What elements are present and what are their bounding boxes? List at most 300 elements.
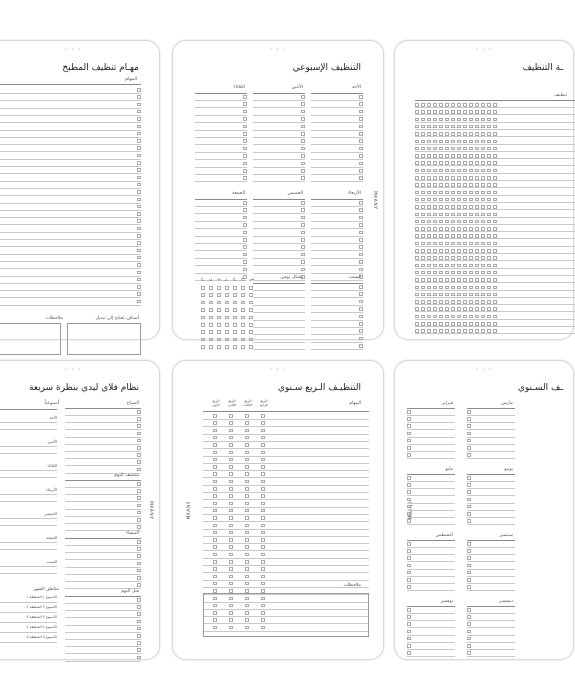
schedule-checkbox[interactable]: [439, 227, 443, 231]
quarter-checkbox[interactable]: [213, 472, 217, 476]
task-checkbox[interactable]: [301, 253, 305, 257]
quarter-checkbox[interactable]: [261, 553, 265, 557]
schedule-checkbox[interactable]: [457, 191, 461, 195]
schedule-checkbox[interactable]: [415, 103, 419, 107]
schedule-checkbox[interactable]: [421, 154, 425, 158]
task-checkbox[interactable]: [359, 231, 363, 235]
quarter-checkbox[interactable]: [229, 436, 233, 440]
task-checkbox[interactable]: [137, 525, 141, 529]
task-checkbox[interactable]: [359, 292, 363, 296]
schedule-checkbox[interactable]: [433, 234, 437, 238]
schedule-checkbox[interactable]: [421, 140, 425, 144]
task-checkbox[interactable]: [243, 223, 247, 227]
schedule-checkbox[interactable]: [463, 213, 467, 217]
quarter-checkbox[interactable]: [213, 531, 217, 535]
schedule-checkbox[interactable]: [469, 125, 473, 129]
task-checkbox[interactable]: [243, 245, 247, 249]
task-checkbox[interactable]: [137, 161, 141, 165]
daily-checkbox[interactable]: [209, 330, 213, 334]
schedule-checkbox[interactable]: [475, 249, 479, 253]
schedule-checkbox[interactable]: [433, 249, 437, 253]
schedule-checkbox[interactable]: [493, 286, 497, 290]
schedule-checkbox[interactable]: [451, 125, 455, 129]
task-checkbox[interactable]: [359, 162, 363, 166]
task-checkbox[interactable]: [301, 223, 305, 227]
task-checkbox[interactable]: [137, 300, 141, 304]
schedule-checkbox[interactable]: [469, 161, 473, 165]
schedule-checkbox[interactable]: [493, 329, 497, 333]
task-checkbox[interactable]: [137, 183, 141, 187]
schedule-checkbox[interactable]: [463, 161, 467, 165]
schedule-checkbox[interactable]: [481, 183, 485, 187]
daily-checkbox[interactable]: [233, 308, 237, 312]
schedule-checkbox[interactable]: [487, 118, 491, 122]
schedule-checkbox[interactable]: [427, 234, 431, 238]
schedule-checkbox[interactable]: [481, 227, 485, 231]
schedule-checkbox[interactable]: [445, 140, 449, 144]
schedule-checkbox[interactable]: [433, 103, 437, 107]
quarter-checkbox[interactable]: [213, 538, 217, 542]
schedule-checkbox[interactable]: [433, 278, 437, 282]
schedule-checkbox[interactable]: [457, 161, 461, 165]
schedule-checkbox[interactable]: [439, 176, 443, 180]
daily-checkbox[interactable]: [241, 323, 245, 327]
schedule-checkbox[interactable]: [457, 293, 461, 297]
schedule-checkbox[interactable]: [457, 132, 461, 136]
task-checkbox[interactable]: [137, 125, 141, 129]
schedule-checkbox[interactable]: [469, 329, 473, 333]
schedule-checkbox[interactable]: [427, 140, 431, 144]
schedule-checkbox[interactable]: [457, 249, 461, 253]
task-checkbox[interactable]: [137, 511, 141, 515]
task-checkbox[interactable]: [407, 630, 411, 634]
schedule-checkbox[interactable]: [493, 242, 497, 246]
schedule-checkbox[interactable]: [433, 198, 437, 202]
schedule-checkbox[interactable]: [451, 227, 455, 231]
schedule-checkbox[interactable]: [451, 213, 455, 217]
schedule-checkbox[interactable]: [445, 132, 449, 136]
schedule-checkbox[interactable]: [415, 256, 419, 260]
schedule-checkbox[interactable]: [415, 191, 419, 195]
schedule-checkbox[interactable]: [451, 264, 455, 268]
schedule-checkbox[interactable]: [433, 161, 437, 165]
schedule-checkbox[interactable]: [475, 286, 479, 290]
quarter-checkbox[interactable]: [229, 458, 233, 462]
schedule-checkbox[interactable]: [415, 125, 419, 129]
schedule-checkbox[interactable]: [487, 278, 491, 282]
quarter-checkbox[interactable]: [229, 451, 233, 455]
daily-checkbox[interactable]: [217, 338, 221, 342]
schedule-checkbox[interactable]: [445, 220, 449, 224]
schedule-checkbox[interactable]: [487, 103, 491, 107]
schedule-checkbox[interactable]: [493, 322, 497, 326]
daily-checkbox[interactable]: [217, 293, 221, 297]
daily-checkbox[interactable]: [249, 323, 253, 327]
schedule-checkbox[interactable]: [463, 264, 467, 268]
schedule-checkbox[interactable]: [463, 183, 467, 187]
schedule-checkbox[interactable]: [487, 307, 491, 311]
daily-checkbox[interactable]: [249, 338, 253, 342]
task-checkbox[interactable]: [137, 278, 141, 282]
schedule-checkbox[interactable]: [493, 256, 497, 260]
task-checkbox[interactable]: [137, 95, 141, 99]
schedule-checkbox[interactable]: [481, 213, 485, 217]
schedule-checkbox[interactable]: [493, 147, 497, 151]
schedule-checkbox[interactable]: [445, 234, 449, 238]
daily-checkbox[interactable]: [225, 338, 229, 342]
task-checkbox[interactable]: [243, 102, 247, 106]
task-checkbox[interactable]: [359, 285, 363, 289]
schedule-checkbox[interactable]: [463, 147, 467, 151]
schedule-checkbox[interactable]: [445, 322, 449, 326]
daily-checkbox[interactable]: [241, 316, 245, 320]
schedule-checkbox[interactable]: [421, 322, 425, 326]
schedule-checkbox[interactable]: [487, 264, 491, 268]
schedule-checkbox[interactable]: [427, 169, 431, 173]
schedule-checkbox[interactable]: [481, 293, 485, 297]
schedule-checkbox[interactable]: [451, 286, 455, 290]
quarter-checkbox[interactable]: [229, 560, 233, 564]
task-checkbox[interactable]: [137, 241, 141, 245]
schedule-checkbox[interactable]: [463, 300, 467, 304]
schedule-checkbox[interactable]: [487, 147, 491, 151]
daily-checkbox[interactable]: [249, 308, 253, 312]
schedule-checkbox[interactable]: [433, 322, 437, 326]
daily-checkbox[interactable]: [249, 330, 253, 334]
task-checkbox[interactable]: [359, 176, 363, 180]
schedule-checkbox[interactable]: [415, 242, 419, 246]
task-checkbox[interactable]: [137, 547, 141, 551]
daily-checkbox[interactable]: [241, 330, 245, 334]
quarter-checkbox[interactable]: [229, 545, 233, 549]
schedule-checkbox[interactable]: [475, 322, 479, 326]
schedule-checkbox[interactable]: [463, 220, 467, 224]
schedule-checkbox[interactable]: [481, 300, 485, 304]
schedule-checkbox[interactable]: [493, 176, 497, 180]
task-checkbox[interactable]: [137, 627, 141, 631]
schedule-checkbox[interactable]: [463, 176, 467, 180]
task-checkbox[interactable]: [407, 417, 411, 421]
schedule-checkbox[interactable]: [421, 198, 425, 202]
task-checkbox[interactable]: [301, 147, 305, 151]
task-checkbox[interactable]: [359, 147, 363, 151]
schedule-checkbox[interactable]: [475, 161, 479, 165]
task-checkbox[interactable]: [467, 490, 471, 494]
schedule-checkbox[interactable]: [463, 271, 467, 275]
quarter-checkbox[interactable]: [245, 451, 249, 455]
task-checkbox[interactable]: [137, 468, 141, 472]
daily-checkbox[interactable]: [241, 286, 245, 290]
task-checkbox[interactable]: [137, 132, 141, 136]
task-checkbox[interactable]: [467, 578, 471, 582]
task-checkbox[interactable]: [137, 234, 141, 238]
quarter-checkbox[interactable]: [213, 494, 217, 498]
quarter-checkbox[interactable]: [213, 575, 217, 579]
schedule-checkbox[interactable]: [475, 183, 479, 187]
task-checkbox[interactable]: [467, 519, 471, 523]
schedule-checkbox[interactable]: [469, 169, 473, 173]
schedule-checkbox[interactable]: [481, 110, 485, 114]
task-checkbox[interactable]: [301, 162, 305, 166]
task-checkbox[interactable]: [243, 208, 247, 212]
task-checkbox[interactable]: [407, 571, 411, 575]
daily-checkbox[interactable]: [225, 323, 229, 327]
daily-checkbox[interactable]: [217, 308, 221, 312]
schedule-checkbox[interactable]: [493, 140, 497, 144]
daily-checkbox[interactable]: [225, 345, 229, 349]
schedule-checkbox[interactable]: [493, 183, 497, 187]
schedule-checkbox[interactable]: [457, 183, 461, 187]
quarter-checkbox[interactable]: [229, 567, 233, 571]
schedule-checkbox[interactable]: [457, 169, 461, 173]
quarter-checkbox[interactable]: [229, 516, 233, 520]
schedule-checkbox[interactable]: [451, 234, 455, 238]
schedule-checkbox[interactable]: [445, 191, 449, 195]
task-checkbox[interactable]: [467, 615, 471, 619]
schedule-checkbox[interactable]: [475, 234, 479, 238]
daily-checkbox[interactable]: [225, 316, 229, 320]
daily-checkbox[interactable]: [233, 301, 237, 305]
schedule-checkbox[interactable]: [457, 227, 461, 231]
schedule-checkbox[interactable]: [415, 176, 419, 180]
task-checkbox[interactable]: [301, 176, 305, 180]
schedule-checkbox[interactable]: [469, 249, 473, 253]
schedule-checkbox[interactable]: [469, 220, 473, 224]
schedule-checkbox[interactable]: [427, 264, 431, 268]
schedule-checkbox[interactable]: [487, 300, 491, 304]
task-checkbox[interactable]: [467, 424, 471, 428]
quarter-checkbox[interactable]: [245, 502, 249, 506]
schedule-checkbox[interactable]: [421, 264, 425, 268]
task-checkbox[interactable]: [359, 245, 363, 249]
daily-checkbox[interactable]: [209, 338, 213, 342]
quarter-checkbox[interactable]: [213, 545, 217, 549]
schedule-checkbox[interactable]: [463, 118, 467, 122]
schedule-checkbox[interactable]: [421, 227, 425, 231]
task-checkbox[interactable]: [467, 476, 471, 480]
quarter-checkbox[interactable]: [245, 458, 249, 462]
schedule-checkbox[interactable]: [487, 205, 491, 209]
schedule-checkbox[interactable]: [457, 322, 461, 326]
task-checkbox[interactable]: [137, 518, 141, 522]
schedule-checkbox[interactable]: [421, 213, 425, 217]
task-checkbox[interactable]: [137, 292, 141, 296]
task-checkbox[interactable]: [243, 231, 247, 235]
schedule-checkbox[interactable]: [439, 183, 443, 187]
schedule-checkbox[interactable]: [433, 293, 437, 297]
quarter-checkbox[interactable]: [213, 429, 217, 433]
quarter-checkbox[interactable]: [261, 582, 265, 586]
schedule-checkbox[interactable]: [451, 315, 455, 319]
task-checkbox[interactable]: [243, 162, 247, 166]
task-checkbox[interactable]: [137, 219, 141, 223]
quarter-checkbox[interactable]: [229, 582, 233, 586]
schedule-checkbox[interactable]: [493, 278, 497, 282]
task-checkbox[interactable]: [407, 556, 411, 560]
schedule-checkbox[interactable]: [427, 322, 431, 326]
schedule-checkbox[interactable]: [457, 140, 461, 144]
schedule-checkbox[interactable]: [487, 286, 491, 290]
quarter-checkbox[interactable]: [261, 567, 265, 571]
task-checkbox[interactable]: [243, 132, 247, 136]
schedule-checkbox[interactable]: [451, 256, 455, 260]
schedule-checkbox[interactable]: [481, 169, 485, 173]
schedule-checkbox[interactable]: [433, 315, 437, 319]
daily-checkbox[interactable]: [209, 345, 213, 349]
schedule-checkbox[interactable]: [481, 264, 485, 268]
schedule-checkbox[interactable]: [415, 278, 419, 282]
schedule-checkbox[interactable]: [433, 227, 437, 231]
schedule-checkbox[interactable]: [469, 307, 473, 311]
schedule-checkbox[interactable]: [487, 242, 491, 246]
schedule-checkbox[interactable]: [427, 161, 431, 165]
schedule-checkbox[interactable]: [469, 132, 473, 136]
schedule-checkbox[interactable]: [415, 118, 419, 122]
schedule-checkbox[interactable]: [493, 198, 497, 202]
schedule-checkbox[interactable]: [493, 220, 497, 224]
schedule-checkbox[interactable]: [481, 322, 485, 326]
schedule-checkbox[interactable]: [445, 278, 449, 282]
schedule-checkbox[interactable]: [487, 191, 491, 195]
schedule-checkbox[interactable]: [427, 329, 431, 333]
schedule-checkbox[interactable]: [439, 110, 443, 114]
schedule-checkbox[interactable]: [415, 205, 419, 209]
schedule-checkbox[interactable]: [475, 198, 479, 202]
schedule-checkbox[interactable]: [415, 329, 419, 333]
schedule-checkbox[interactable]: [457, 256, 461, 260]
schedule-checkbox[interactable]: [433, 132, 437, 136]
quarter-checkbox[interactable]: [261, 524, 265, 528]
quarter-checkbox[interactable]: [229, 575, 233, 579]
quarter-checkbox[interactable]: [261, 436, 265, 440]
schedule-checkbox[interactable]: [487, 154, 491, 158]
schedule-checkbox[interactable]: [475, 227, 479, 231]
schedule-checkbox[interactable]: [451, 103, 455, 107]
quarter-checkbox[interactable]: [229, 472, 233, 476]
schedule-checkbox[interactable]: [493, 161, 497, 165]
schedule-checkbox[interactable]: [427, 286, 431, 290]
task-checkbox[interactable]: [359, 315, 363, 319]
task-checkbox[interactable]: [359, 132, 363, 136]
schedule-checkbox[interactable]: [469, 213, 473, 217]
schedule-checkbox[interactable]: [493, 315, 497, 319]
schedule-checkbox[interactable]: [415, 315, 419, 319]
schedule-checkbox[interactable]: [421, 176, 425, 180]
daily-checkbox[interactable]: [217, 323, 221, 327]
schedule-checkbox[interactable]: [481, 286, 485, 290]
schedule-checkbox[interactable]: [421, 161, 425, 165]
task-checkbox[interactable]: [407, 410, 411, 414]
quarter-checkbox[interactable]: [213, 487, 217, 491]
task-checkbox[interactable]: [359, 95, 363, 99]
daily-checkbox[interactable]: [233, 286, 237, 290]
task-checkbox[interactable]: [359, 329, 363, 333]
task-checkbox[interactable]: [359, 300, 363, 304]
quarter-checkbox[interactable]: [261, 516, 265, 520]
task-checkbox[interactable]: [407, 519, 411, 523]
schedule-checkbox[interactable]: [451, 242, 455, 246]
schedule-checkbox[interactable]: [487, 125, 491, 129]
quarter-checkbox[interactable]: [213, 421, 217, 425]
task-checkbox[interactable]: [467, 549, 471, 553]
quarter-checkbox[interactable]: [213, 465, 217, 469]
schedule-checkbox[interactable]: [427, 125, 431, 129]
task-checkbox[interactable]: [137, 103, 141, 107]
daily-checkbox[interactable]: [209, 323, 213, 327]
schedule-checkbox[interactable]: [475, 220, 479, 224]
schedule-checkbox[interactable]: [493, 300, 497, 304]
task-checkbox[interactable]: [137, 504, 141, 508]
task-checkbox[interactable]: [243, 169, 247, 173]
schedule-checkbox[interactable]: [433, 300, 437, 304]
quarter-checkbox[interactable]: [213, 524, 217, 528]
task-checkbox[interactable]: [407, 637, 411, 641]
schedule-checkbox[interactable]: [487, 132, 491, 136]
schedule-checkbox[interactable]: [445, 183, 449, 187]
schedule-checkbox[interactable]: [439, 242, 443, 246]
schedule-checkbox[interactable]: [469, 256, 473, 260]
schedule-checkbox[interactable]: [421, 286, 425, 290]
task-checkbox[interactable]: [137, 489, 141, 493]
schedule-checkbox[interactable]: [463, 234, 467, 238]
schedule-checkbox[interactable]: [481, 242, 485, 246]
quarter-checkbox[interactable]: [229, 480, 233, 484]
task-checkbox[interactable]: [359, 216, 363, 220]
schedule-checkbox[interactable]: [427, 147, 431, 151]
task-checkbox[interactable]: [137, 656, 141, 660]
schedule-checkbox[interactable]: [415, 213, 419, 217]
schedule-checkbox[interactable]: [481, 205, 485, 209]
schedule-checkbox[interactable]: [481, 234, 485, 238]
schedule-checkbox[interactable]: [481, 307, 485, 311]
schedule-checkbox[interactable]: [439, 169, 443, 173]
task-checkbox[interactable]: [359, 110, 363, 114]
daily-checkbox[interactable]: [233, 323, 237, 327]
task-checkbox[interactable]: [137, 190, 141, 194]
task-checkbox[interactable]: [137, 198, 141, 202]
quarter-checkbox[interactable]: [245, 567, 249, 571]
schedule-checkbox[interactable]: [445, 286, 449, 290]
task-checkbox[interactable]: [301, 125, 305, 129]
daily-checkbox[interactable]: [209, 286, 213, 290]
schedule-checkbox[interactable]: [439, 315, 443, 319]
schedule-checkbox[interactable]: [421, 307, 425, 311]
schedule-checkbox[interactable]: [493, 110, 497, 114]
task-checkbox[interactable]: [301, 154, 305, 158]
schedule-checkbox[interactable]: [445, 271, 449, 275]
schedule-checkbox[interactable]: [487, 176, 491, 180]
schedule-checkbox[interactable]: [445, 205, 449, 209]
task-checkbox[interactable]: [467, 651, 471, 655]
quarter-checkbox[interactable]: [213, 509, 217, 513]
quarter-checkbox[interactable]: [213, 582, 217, 586]
daily-checkbox[interactable]: [233, 345, 237, 349]
schedule-checkbox[interactable]: [451, 132, 455, 136]
schedule-checkbox[interactable]: [415, 147, 419, 151]
task-checkbox[interactable]: [407, 432, 411, 436]
quarter-checkbox[interactable]: [229, 414, 233, 418]
task-checkbox[interactable]: [359, 169, 363, 173]
schedule-checkbox[interactable]: [433, 213, 437, 217]
schedule-checkbox[interactable]: [451, 278, 455, 282]
schedule-checkbox[interactable]: [487, 315, 491, 319]
schedule-checkbox[interactable]: [445, 118, 449, 122]
schedule-checkbox[interactable]: [469, 110, 473, 114]
schedule-checkbox[interactable]: [481, 118, 485, 122]
schedule-checkbox[interactable]: [427, 191, 431, 195]
schedule-checkbox[interactable]: [415, 161, 419, 165]
schedule-checkbox[interactable]: [421, 278, 425, 282]
